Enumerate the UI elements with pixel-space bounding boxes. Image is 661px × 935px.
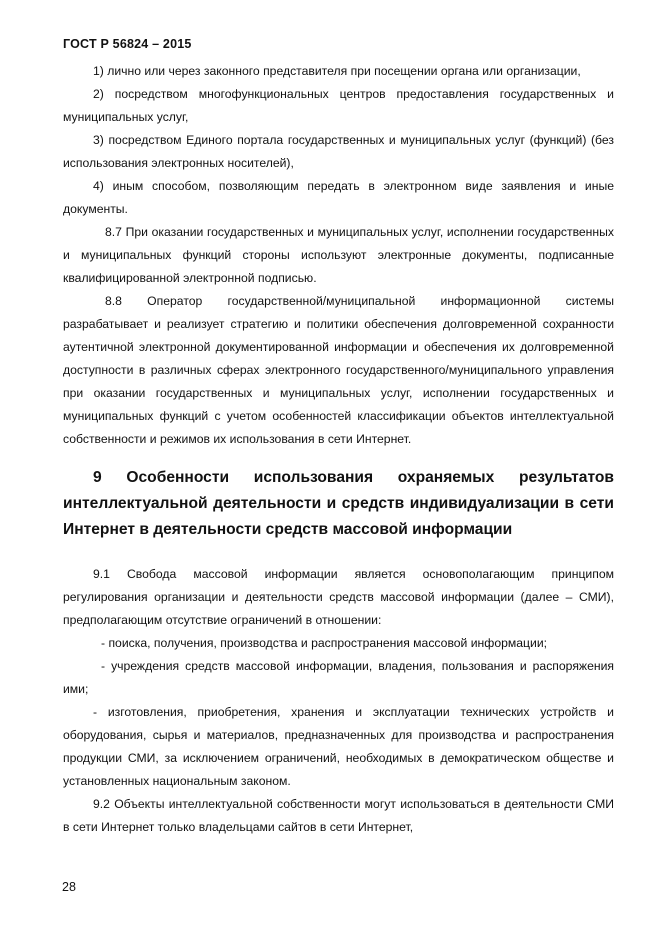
- paragraph: 9.2 Объекты интеллектуальной собственности могут использоваться в деятельности СМИ в сети Интернет только владельцами сайтов в сети Интернет,: [63, 797, 614, 834]
- list-item: - учреждения средств массовой информации, владения, пользования и распоряжения ими;: [63, 659, 614, 696]
- list-item: 3) посредством Единого портала государственных и муниципальных услуг (функций) (без использования электронных носителей),: [63, 133, 614, 170]
- list-item: - изготовления, приобретения, хранения и эксплуатации технических устройств и оборудования, сырья и материалов, предназначенных для производства и распространения продукции СМИ, за исключением ограничений, необходимых в демократическом обществе и установленных национальным законом.: [63, 705, 614, 788]
- page-number: 28: [62, 880, 76, 894]
- paragraph: 9.1 Свобода массовой информации является основополагающим принципом регулирования организации и деятельности средств массовой информации (далее – СМИ), предполагающим отсутствие ограничений в отношении:: [63, 567, 614, 627]
- paragraph: 8.8 Оператор государственной/муниципальной информационной системы разрабатывает и реализует стратегию и политики обеспечения долговременной сохранности аутентичной электронной документированной информации и обеспечения их долговременной доступности в различных сферах электронного государственного/муниципального управления при оказании государственных и муниципальных услуг, исполнении государственных и муниципальных функций с учетом особенностей классификации объектов интеллектуальной собственности и режимов их использования в сети Интернет.: [63, 294, 614, 446]
- section-heading: 9 Особенности использования охраняемых результатов интеллектуальной деятельности и средств индивидуализации в сети Интернет в деятельности средств массовой информации: [63, 469, 614, 538]
- list-item: 2) посредством многофункциональных центров предоставления государственных и муниципальных услуг,: [63, 87, 614, 124]
- paragraph: 8.7 При оказании государственных и муниципальных услуг, исполнении государственных и муниципальных функций стороны используют электронные документы, подписанные квалифицированной электронной подписью.: [63, 225, 614, 285]
- list-item: 4) иным способом, позволяющим передать в электронном виде заявления и иные документы.: [63, 179, 614, 216]
- list-item: 1) лично или через законного представителя при посещении органа или организации,: [93, 64, 581, 78]
- list-item: - поиска, получения, производства и распространения массовой информации;: [101, 636, 548, 650]
- document-body: [63, 60, 614, 839]
- document-header: ГОСТ Р 56824 – 2015: [63, 37, 192, 51]
